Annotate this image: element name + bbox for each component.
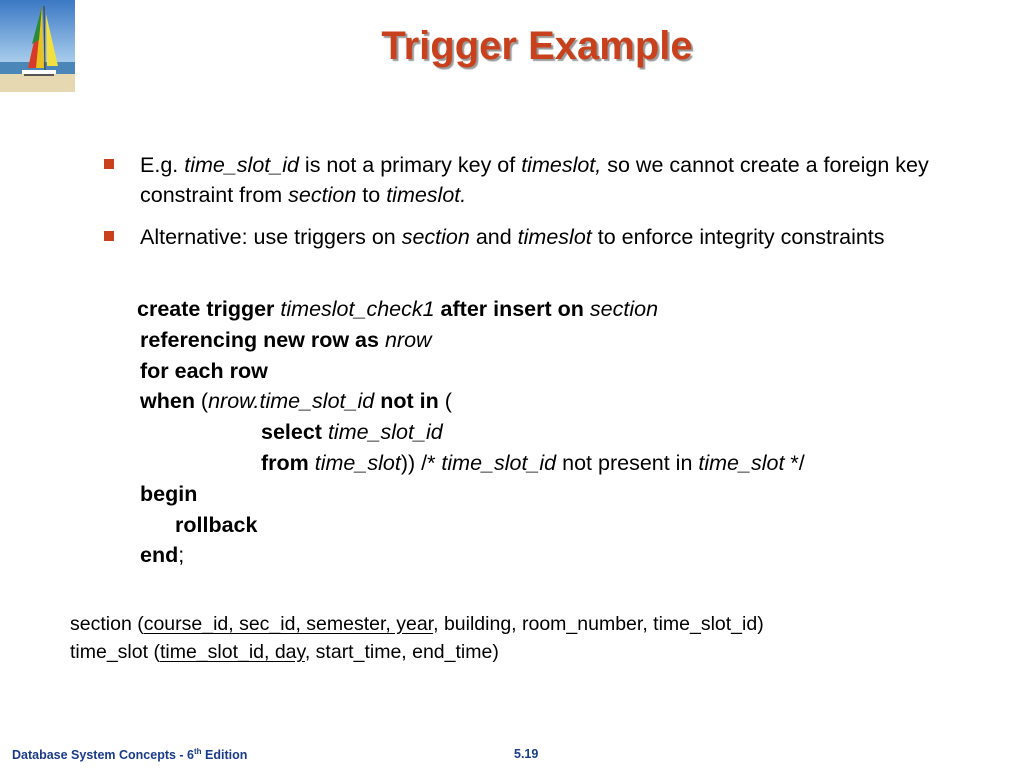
code-line: from time_slot)) /* time_slot_id not present in time_slot */ — [261, 450, 805, 475]
bullet-list — [104, 150, 984, 252]
page-number: 5.19 — [514, 747, 539, 761]
square-bullet-icon — [104, 159, 114, 169]
slide-footer — [0, 745, 1024, 765]
time-slot-schema: time_slot (time_slot_id, day, start_time, end_time) — [70, 641, 499, 663]
code-line: select time_slot_id — [261, 420, 443, 445]
code-line: rollback — [175, 512, 258, 537]
code-line: for each row — [140, 358, 268, 383]
section-schema: section (course_id, sec_id, semester, year, building, room_number, time_slot_id) — [70, 613, 764, 635]
code-line: when (nrow.time_slot_id not in ( — [140, 389, 452, 414]
code-line: create trigger timeslot_check1 after insert on section — [137, 297, 659, 321]
bullet-item: E.g. time_slot_id is not a primary key of timeslot, so we cannot create a foreign key constraint from section to timeslot. — [104, 150, 984, 210]
code-line: referencing new row as nrow — [140, 327, 432, 352]
square-bullet-icon — [104, 231, 114, 241]
primary-key: course_id, sec_id, semester, year — [143, 613, 434, 635]
bullet-item: Alternative: use triggers on section and timeslot to enforce integrity constraints — [104, 222, 984, 252]
code-line: begin — [140, 481, 198, 506]
book-title: Database System Concepts - 6th Edition — [12, 747, 248, 763]
slide-title: Trigger Example — [381, 24, 693, 68]
primary-key: time_slot_id, day — [159, 641, 305, 663]
schema-definitions — [70, 610, 764, 666]
trigger-code-block — [137, 294, 805, 571]
code-line: end; — [140, 543, 185, 568]
